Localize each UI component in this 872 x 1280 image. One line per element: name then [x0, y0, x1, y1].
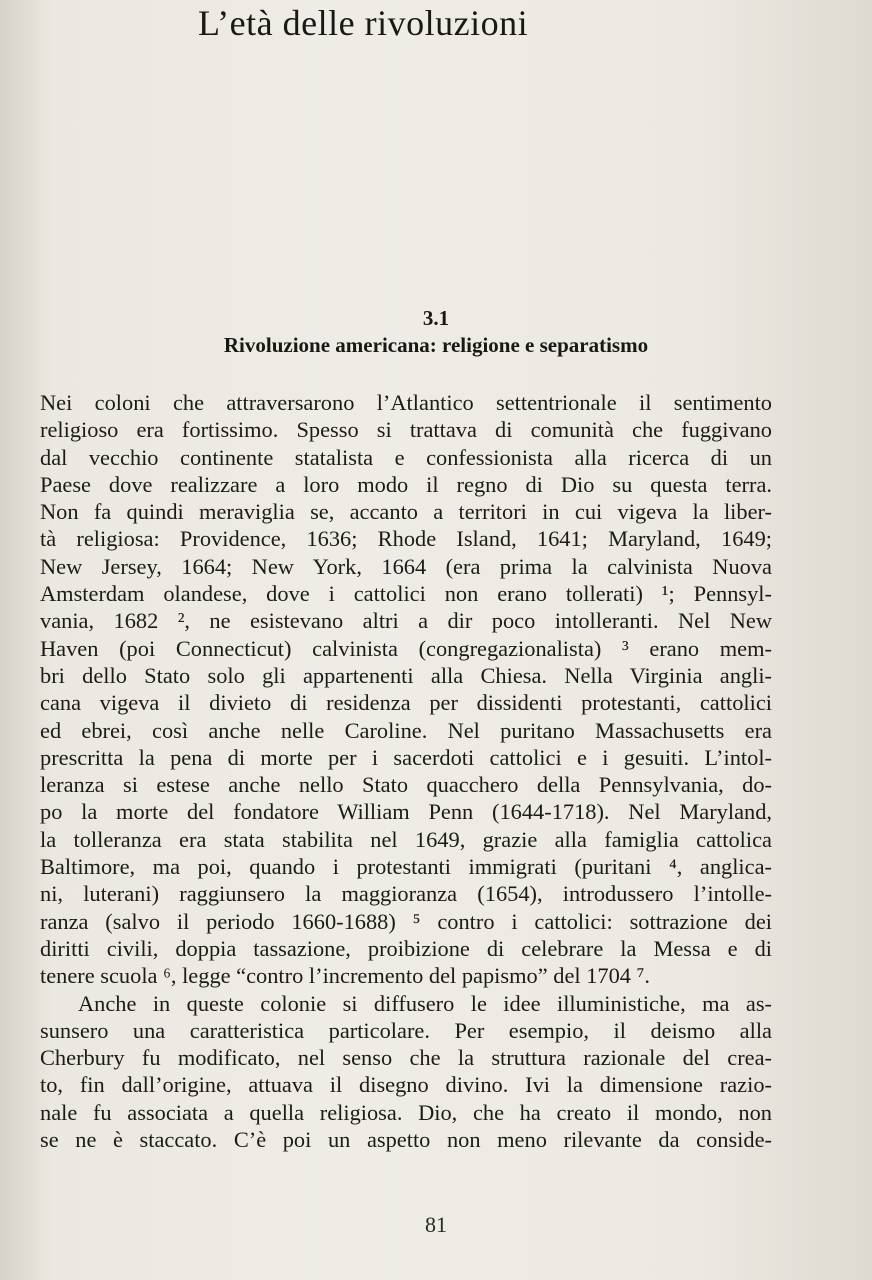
- text-line: po la morte del fondatore William Penn (1644-1718). Nel Maryland,: [40, 799, 772, 825]
- body-text: [40, 389, 772, 1153]
- text-line: dal vecchio continente statalista e confessionista alla ricerca di un: [40, 444, 772, 470]
- section-number: 3.1: [422, 306, 450, 330]
- text-line: to, fin dall’origine, attuava il disegno divino. Ivi la dimensione razio-: [40, 1072, 772, 1098]
- text-line: Baltimore, ma poi, quando i protestanti immigrati (puritani ⁴, anglica-: [40, 854, 772, 880]
- text-line: prescritta la pena di morte per i sacerdoti cattolici e i gesuiti. L’intol-: [40, 744, 772, 770]
- text-line: vania, 1682 ², ne esistevano altri a dir poco intolleranti. Nel New: [40, 608, 772, 634]
- text-line: se ne è staccato. C’è poi un aspetto non meno rilevante da conside-: [40, 1127, 772, 1153]
- text-line: ni, luterani) raggiunsero la maggioranza (1654), introdussero l’intolle-: [40, 881, 772, 907]
- text-line: Amsterdam olandese, dove i cattolici non erano tollerati) ¹; Pennsyl-: [40, 581, 772, 607]
- text-line: Cherbury fu modificato, nel senso che la struttura razionale del crea-: [40, 1045, 772, 1071]
- text-line: bri dello Stato solo gli appartenenti alla Chiesa. Nella Virginia angli-: [40, 662, 772, 688]
- text-line: cana vigeva il divieto di residenza per dissidenti protestanti, cattolici: [40, 690, 772, 716]
- text-line: la tolleranza era stata stabilita nel 1649, grazie alla famiglia cattolica: [40, 826, 772, 852]
- text-line: diritti civili, doppia tassazione, proibizione di celebrare la Messa e di: [40, 935, 772, 961]
- text-line: nale fu associata a quella religiosa. Dio, che ha creato il mondo, non: [40, 1099, 772, 1125]
- section-title: Rivoluzione americana: religione e separatismo: [223, 333, 649, 357]
- text-line: Anche in queste colonie si diffusero le idee illuministiche, ma as-: [78, 990, 772, 1016]
- paragraph-2: [40, 990, 772, 1154]
- text-line: Haven (poi Connecticut) calvinista (congregazionalista) ³ erano mem-: [40, 635, 772, 661]
- text-line: tà religiosa: Providence, 1636; Rhode Island, 1641; Maryland, 1649;: [40, 526, 772, 552]
- text-line: religioso era fortissimo. Spesso si trattava di comunità che fuggivano: [40, 417, 772, 443]
- text-line: Paese dove realizzare a loro modo il regno di Dio su questa terra.: [40, 471, 772, 497]
- page-number: 81: [425, 1212, 447, 1237]
- text-line: ranza (salvo il periodo 1660-1688) ⁵ contro i cattolici: sottrazione dei: [40, 908, 772, 934]
- text-line: sunsero una caratteristica particolare. Per esempio, il deismo alla: [40, 1017, 772, 1043]
- text-line: leranza si estese anche nello Stato quacchero della Pennsylvania, do-: [40, 772, 772, 798]
- running-title: L’età delle rivoluzioni: [198, 3, 529, 43]
- text-line: Non fa quindi meraviglia se, accanto a territori in cui vigeva la liber-: [40, 499, 772, 525]
- text-line: Nei coloni che attraversarono l’Atlantico settentrionale il sentimento: [40, 390, 772, 415]
- text-line: New Jersey, 1664; New York, 1664 (era prima la calvinista Nuova: [40, 553, 772, 579]
- paragraph-1: [40, 389, 772, 990]
- text-line: tenere scuola ⁶, legge “contro l’incremento del papismo” del 1704 ⁷.: [40, 963, 650, 989]
- text-line: ed ebrei, così anche nelle Caroline. Nel puritano Massachusetts era: [40, 717, 772, 743]
